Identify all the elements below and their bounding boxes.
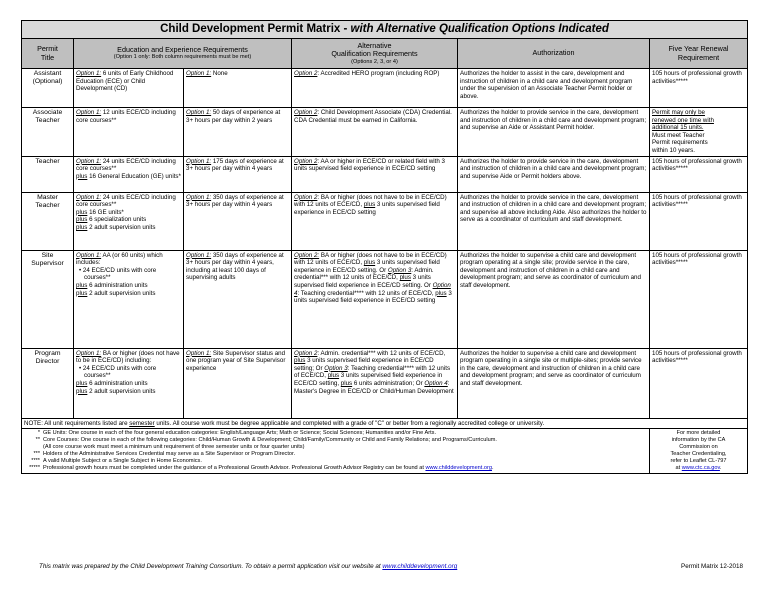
extra-text: 2 adult supervision units	[87, 289, 156, 297]
permit-title-line: Site	[41, 251, 54, 259]
alternative-text: : Accredited HERO program (including ROP)	[317, 70, 440, 77]
option-label: Option 1:	[186, 70, 212, 77]
authorization-cell: Authorizes the holder to assist in the care, development and instruction of children in a child care and development program under the supervision of an Associate Teacher Permit holder or above.	[458, 69, 650, 108]
education-text: AA (or 60 units) which includes:	[76, 251, 163, 267]
permit-title-cell	[22, 156, 74, 192]
renewal-cell	[650, 108, 748, 157]
authorization-cell: Authorizes the holder to provide service in the care, development and instruction of children in a child care and development program; and supervise Aide or Permit holders above.	[458, 156, 650, 192]
units-note: NOTE: All unit requirements listed are semester units. All course work must be degree applicable and completed with a grade of "C" or better from a regionally accredited college or university.	[22, 418, 748, 429]
education-bullet: • 24 ECE/CD units with core courses**	[79, 266, 157, 282]
alternative-text: : BA or higher (does not have to be in ECE/CD) with 12 units of ECE/CD,	[294, 193, 447, 209]
alternative-cell	[292, 156, 458, 192]
option-label: Option 1:	[76, 193, 102, 201]
renewal-line: Permit requirements	[652, 139, 708, 147]
plus-word: plus	[76, 281, 88, 289]
education-cell	[74, 250, 184, 348]
education-cell	[74, 348, 184, 418]
experience-text: 175 days of experience at 3+ hours per day within 4 years	[186, 157, 284, 173]
footnote	[24, 465, 647, 472]
option-label: Option 1:	[186, 109, 212, 116]
renewal-text: 105 hours of professional growth activities*****	[652, 70, 742, 85]
permit-title-line: (Optional)	[32, 78, 63, 85]
education-cell	[74, 69, 184, 108]
permit-title-line: Supervisor	[31, 259, 64, 267]
option-label: Option 1:	[76, 157, 102, 165]
ctc-link[interactable]: www.ctc.ca.gov	[681, 465, 720, 472]
authorization-cell: Authorizes the holder to supervise a child care and development program operating at a single site; provide service in the care, development and instruction of children in a child care and development program; and serve as coordinator of curriculum and staff development.	[458, 250, 650, 348]
permit-title-cell	[22, 192, 74, 250]
education-extra	[76, 282, 181, 290]
footnote	[24, 437, 647, 444]
alternative-text: : Admin. credential*** with 12 units of ECE/CD,	[294, 266, 434, 282]
option-label: Option 4	[294, 281, 451, 297]
renewal-text: 105 hours of professional growth activities*****	[652, 193, 742, 209]
alternative-text: 3 units supervised field experience in ECE/CD setting; Or	[294, 357, 434, 372]
experience-cell	[184, 348, 292, 418]
childdevelopment-link[interactable]: www.childdevelopment.org	[425, 465, 492, 472]
footnote-body: Holders of the Administrative Services Credential may serve as a Site Supervisor or Program Director.	[43, 451, 296, 458]
renewal-line: additional 15 units.	[652, 124, 704, 132]
permit-title-cell	[22, 108, 74, 157]
experience-text: 350 days of experience at 3+ hours per day within 4 years	[186, 193, 284, 209]
alternative-cell	[292, 69, 458, 108]
option-label: Option 1:	[76, 251, 102, 259]
education-text: 6 units of Early Childhood Education (ECE) or Child Development (CD)	[76, 70, 174, 93]
footnote-text	[43, 444, 647, 451]
option-label: Option 2	[294, 157, 318, 165]
option-label: Option 1:	[186, 251, 212, 259]
option-label: Option 3	[324, 364, 348, 372]
footnote-body: GE Units: One course in each of the four general education categories: English/Language Arts; Math or Science; Social Sciences; Humanities and/or Fine Arts.	[43, 430, 437, 437]
alternative-cell	[292, 348, 458, 418]
education-extra	[76, 173, 181, 181]
permit-title-line: Teacher	[35, 157, 60, 165]
plus-word: plus	[76, 208, 88, 216]
permit-row	[22, 108, 748, 157]
permit-title-cell	[22, 250, 74, 348]
permit-matrix-table	[21, 20, 748, 474]
renewal-line: within 10 years.	[652, 146, 695, 154]
footnote	[24, 458, 647, 465]
alternative-text: 3 units supervised field experience in ECE/CD setting. Or	[294, 259, 440, 274]
education-extra	[76, 224, 181, 232]
education-bullet: • 24 ECE/CD units with core courses**	[79, 364, 157, 380]
header-renewal: Five Year Renewal Requirement	[650, 39, 748, 69]
renewal-cell	[650, 156, 748, 192]
footnote-body: A valid Multiple Subject or a Single Subject in Home Economics.	[43, 458, 202, 465]
extra-text: 16 General Education (GE) units*	[87, 172, 181, 180]
education-cell	[74, 192, 184, 250]
permit-title-line: Teacher	[35, 117, 60, 124]
education-cell	[74, 156, 184, 192]
authorization-cell: Authorizes the holder to provide service in the care, development and instruction of children in a child care and development program; and supervise all above including Aide. Also authorizes the holder to serve as a coordinator of curriculum and staff development.	[458, 192, 650, 250]
alternative-text: : Child Development Associate (CDA) Credential. CDA Credential must be earned in California.	[294, 109, 452, 124]
alternative-text: 3 units supervised field experience in ECE/CD setting,	[294, 372, 443, 387]
renewal-text: 105 hours of professional growth activities*****	[652, 349, 742, 365]
footnote-text	[43, 465, 647, 472]
plus-word: plus	[340, 379, 353, 387]
permit-title-line: Assistant	[33, 70, 62, 77]
renewal-line: Permit may only be	[652, 109, 705, 116]
footnote	[24, 451, 647, 458]
plus-word: plus	[294, 357, 306, 365]
experience-text: None	[211, 70, 228, 77]
footnote-mark: *	[37, 430, 40, 437]
plus-word: plus	[327, 372, 340, 380]
renewal-line: Must meet Teacher	[652, 131, 705, 139]
extra-text: 2 adult supervision units	[87, 223, 156, 231]
permit-title-line: Director	[35, 357, 60, 365]
education-extra	[76, 216, 181, 224]
permit-row	[22, 156, 748, 192]
permit-title-cell	[22, 348, 74, 418]
alternative-cell	[292, 192, 458, 250]
experience-cell	[184, 250, 292, 348]
footnote-body: (All core course work must meet a minimum unit requirement of three semester units or four quarter units)	[43, 444, 305, 451]
experience-cell	[184, 156, 292, 192]
permit-title-line: Program	[34, 349, 61, 357]
experience-cell	[184, 69, 292, 108]
permit-row	[22, 192, 748, 250]
footnote-text	[43, 437, 647, 444]
option-label: Option 2	[294, 193, 318, 201]
footnotes	[22, 429, 650, 474]
reference-box: For more detailed information by the CA Commission on Teacher Credentialing, refer to Leaflet CL-797 at www.ctc.ca.gov.	[650, 429, 748, 474]
footnote	[24, 444, 647, 451]
education-extra	[76, 388, 181, 396]
renewal-cell	[650, 69, 748, 108]
footnote-mark: **	[35, 437, 40, 444]
education-extra	[76, 209, 181, 217]
permit-title-line: Associate	[32, 109, 63, 116]
experience-cell	[184, 108, 292, 157]
renewal-cell	[650, 250, 748, 348]
experience-text: 50 days of experience at 3+ hours per day within 2 years	[186, 109, 281, 124]
permit-row	[22, 348, 748, 418]
authorization-cell: Authorizes the holder to provide service in the care, development and instruction of children in a child care and development program; and supervise an Aide or Assistant Permit holder.	[458, 108, 650, 157]
option-label: Option 3	[387, 266, 412, 274]
option-label: Option 2	[294, 349, 318, 357]
option-label: Option 1:	[186, 157, 212, 165]
option-label: Option 1:	[186, 193, 212, 201]
plus-word: plus	[76, 216, 88, 224]
footnote-body: Core Courses: One course in each of the following categories: Child/Human Growth & Development; Child/Family/Community or Child and Family Relations; and Programs/Curriculum.	[43, 437, 497, 444]
header-education: Education and Experience Requirements (Option 1 only: Both column requirements must be met)	[74, 39, 292, 69]
extra-text: 2 adult supervision units	[87, 387, 156, 395]
bottom-prepared-by: This matrix was prepared by the Child Development Training Consortium. To obtain a permit application visit our website at www.childdevelopment.org	[39, 563, 458, 570]
option-label: Option 1:	[76, 109, 102, 116]
permit-title-line: Teacher	[35, 201, 60, 209]
alternative-text: BA or higher (does not have to be in ECE/CD) with 12 units of ECE/CD,	[294, 251, 447, 267]
experience-text: Site Supervisor status and one program year of Site Supervisor experience	[186, 349, 286, 372]
plus-word: plus	[435, 289, 447, 297]
footnote-text	[43, 451, 647, 458]
alternative-tail: 3 units supervised field experience in ECE/CD setting	[294, 201, 440, 216]
education-text: 24 units ECE/CD including core courses**	[76, 157, 176, 173]
header-alternative: Alternative Qualification Requirements (Options 2, 3, or 4)	[292, 39, 458, 69]
plus-word: plus	[76, 379, 88, 387]
alternative-cell	[292, 108, 458, 157]
renewal-text: 105 hours of professional growth activities*****	[652, 157, 742, 173]
option-label: Option 2	[294, 70, 318, 77]
bullet-text: 24 ECE/CD units with core courses**	[82, 266, 157, 282]
authorization-cell: Authorizes the holder to supervise a child care and development program operating in a single site or multiple-sites; provide service in the care, development and instruction of children in a child care and development program; and serve as coordinator of curriculum and staff development.	[458, 348, 650, 418]
option-label: Option 4	[424, 379, 448, 387]
renewal-cell	[650, 348, 748, 418]
education-text: BA or higher (does not have to be in ECE/CD) including:	[76, 349, 180, 365]
alternative-text: : Admin. credential*** with 12 units of ECE/CD,	[317, 349, 446, 357]
permit-matrix-page	[21, 20, 747, 573]
education-text: 24 units ECE/CD including core courses**	[76, 193, 176, 209]
alternative-text: : Teaching credential**** with 12 units of ECE/CD,	[297, 289, 436, 297]
alternative-text: 3 units supervised field experience in ECE/CD setting	[294, 289, 452, 305]
alternative-text: : AA or higher in ECE/CD or related field with 3 units supervised field experience in ECE/CD setting	[294, 157, 445, 173]
alternative-cell	[292, 250, 458, 348]
option-label: Option 2	[294, 109, 318, 116]
permit-row	[22, 250, 748, 348]
renewal-cell	[650, 192, 748, 250]
footnote-tail: .	[492, 465, 494, 472]
title-main: Child Development Permit Matrix -	[160, 23, 351, 35]
header-authorization: Authorization	[458, 39, 650, 69]
matrix-rows	[22, 69, 748, 419]
plus-word: plus	[76, 172, 88, 180]
education-text: 12 units ECE/CD including core courses**	[76, 109, 176, 124]
extra-text: 6 specialization units	[87, 216, 147, 224]
plus-word: plus	[363, 201, 376, 209]
experience-cell	[184, 192, 292, 250]
permit-title-line: Master	[37, 193, 58, 201]
matrix-version: Permit Matrix 12-2018	[681, 563, 743, 570]
header-permit-title: Permit Title	[22, 39, 74, 69]
footnote-mark: ****	[31, 458, 40, 465]
plus-word: plus	[76, 289, 88, 297]
experience-text: 350 days of experience at 3+ hours per day within 4 years, including at least 100 days of supervising adults	[186, 251, 284, 282]
plus-word: plus	[76, 223, 88, 231]
footnote-text	[43, 458, 647, 465]
plus-word: plus	[76, 387, 88, 395]
footnote-text	[43, 430, 647, 437]
permit-row	[22, 69, 748, 108]
option-label: Option 1:	[186, 349, 212, 357]
renewal-text: 105 hours of professional growth activities*****	[652, 251, 742, 267]
alternative-text: : Teaching credential**** with 12 units of ECE/CD,	[294, 364, 451, 380]
bullet-text: 24 ECE/CD units with core courses**	[82, 364, 157, 380]
extra-text: 16 GE units*	[87, 208, 124, 216]
matrix-title	[22, 21, 748, 39]
footnote-mark	[24, 444, 43, 451]
alternative-text: 3 units supervised field experience in ECE/CD setting. Or	[294, 274, 433, 289]
plus-word: plus	[399, 274, 411, 282]
title-italic: with Alternative Qualification Options Indicated	[350, 23, 609, 35]
option-label: Option 1:	[76, 70, 102, 77]
option-label: Option 1:	[76, 349, 102, 357]
education-extra	[76, 290, 181, 298]
alternative-text: 6 units administration; Or	[352, 379, 425, 387]
footnote-body: Professional growth hours must be completed under the guidance of a Professional Growth Advisor. Professional Growth Advisor Registry can be found at	[43, 465, 426, 472]
extra-text: 6 administration units	[87, 379, 148, 387]
alternative-text: : Master's Degree in ECE/CD or Child/Human Development	[294, 379, 454, 395]
footnote	[24, 430, 647, 437]
footnote-mark: *****	[29, 465, 40, 472]
education-extra	[76, 380, 181, 388]
childdevelopment-link[interactable]: www.childdevelopment.org	[382, 563, 458, 570]
extra-text: 6 administration units	[87, 281, 148, 289]
plus-word: plus	[363, 259, 376, 267]
education-cell	[74, 108, 184, 157]
footnote-mark: ***	[33, 451, 40, 458]
permit-title-cell	[22, 69, 74, 108]
option-label: Option 2:	[294, 251, 320, 259]
renewal-line: renewed one time with	[652, 116, 714, 124]
